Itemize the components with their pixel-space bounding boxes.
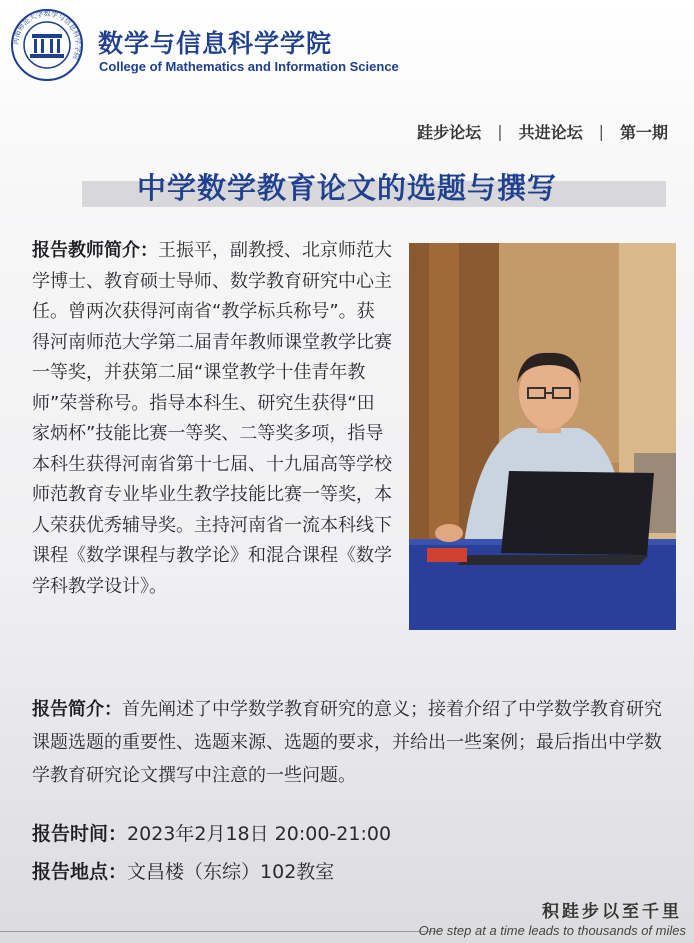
series-line [417, 120, 668, 143]
bio-label: 报告教师简介： [32, 240, 158, 261]
speaker-photo [409, 243, 676, 630]
motto-cn: 积跬步以至千里 [542, 902, 682, 922]
motto-en: One step at a time leads to thousands of miles [418, 923, 686, 938]
school-name-cn: 数学与信息科学学院 [98, 29, 333, 58]
report-summary [32, 693, 672, 792]
place-label: 报告地点： [32, 861, 128, 883]
series-item: 共进论坛 [518, 123, 583, 142]
lecture-title: 中学数学教育论文的选题与撰写 [136, 171, 557, 205]
series-item: 第一期 [619, 123, 668, 142]
school-name-en: College of Mathematics and Information Science [99, 59, 399, 74]
time-label: 报告时间： [32, 823, 128, 845]
summary-label: 报告简介： [32, 699, 122, 720]
report-time [32, 822, 391, 846]
bio-text: 王振平，副教授、北京师范大学博士、教育硕士导师、数学教育研究中心主任。曾两次获得河南省“教学标兵称号”。获得河南师范大学第二届青年教师课堂教学比赛一等奖，并获第二届“课堂教学十佳青年教师”荣誉称号。指导本科生、研究生获得“田家炳杯”技能比赛一等奖、二等奖多项，指导本科生获得河南省第十七届、十九届高等学校师范教育专业毕业生教学技能比赛一等奖，本人荣获优秀辅导奖。主持河南省一流本科线下课程《数学课程与教学论》和混合课程《数学学科教学设计》。 [32, 240, 392, 597]
summary-text: 首先阐述了中学数学教育研究的意义；接着介绍了中学数学教育研究课题选题的重要性、选题来源、选题的要求，并给出一些案例；最后指出中学数学教育研究论文撰写中注意的一些问题。 [32, 699, 662, 786]
report-place [32, 860, 334, 884]
speaker-bio [32, 236, 392, 602]
time-value: 2023年2月18日 20:00-21:00 [127, 823, 392, 845]
series-separator: | [497, 122, 503, 141]
motto-divider [0, 931, 440, 932]
series-item: 跬步论坛 [417, 123, 482, 142]
series-separator: | [598, 122, 604, 141]
logo-ring-text: 河南师范大学数学与信息科学学院 [11, 9, 83, 61]
place-value: 文昌楼（东综）102教室 [127, 861, 335, 883]
school-logo [10, 8, 84, 82]
